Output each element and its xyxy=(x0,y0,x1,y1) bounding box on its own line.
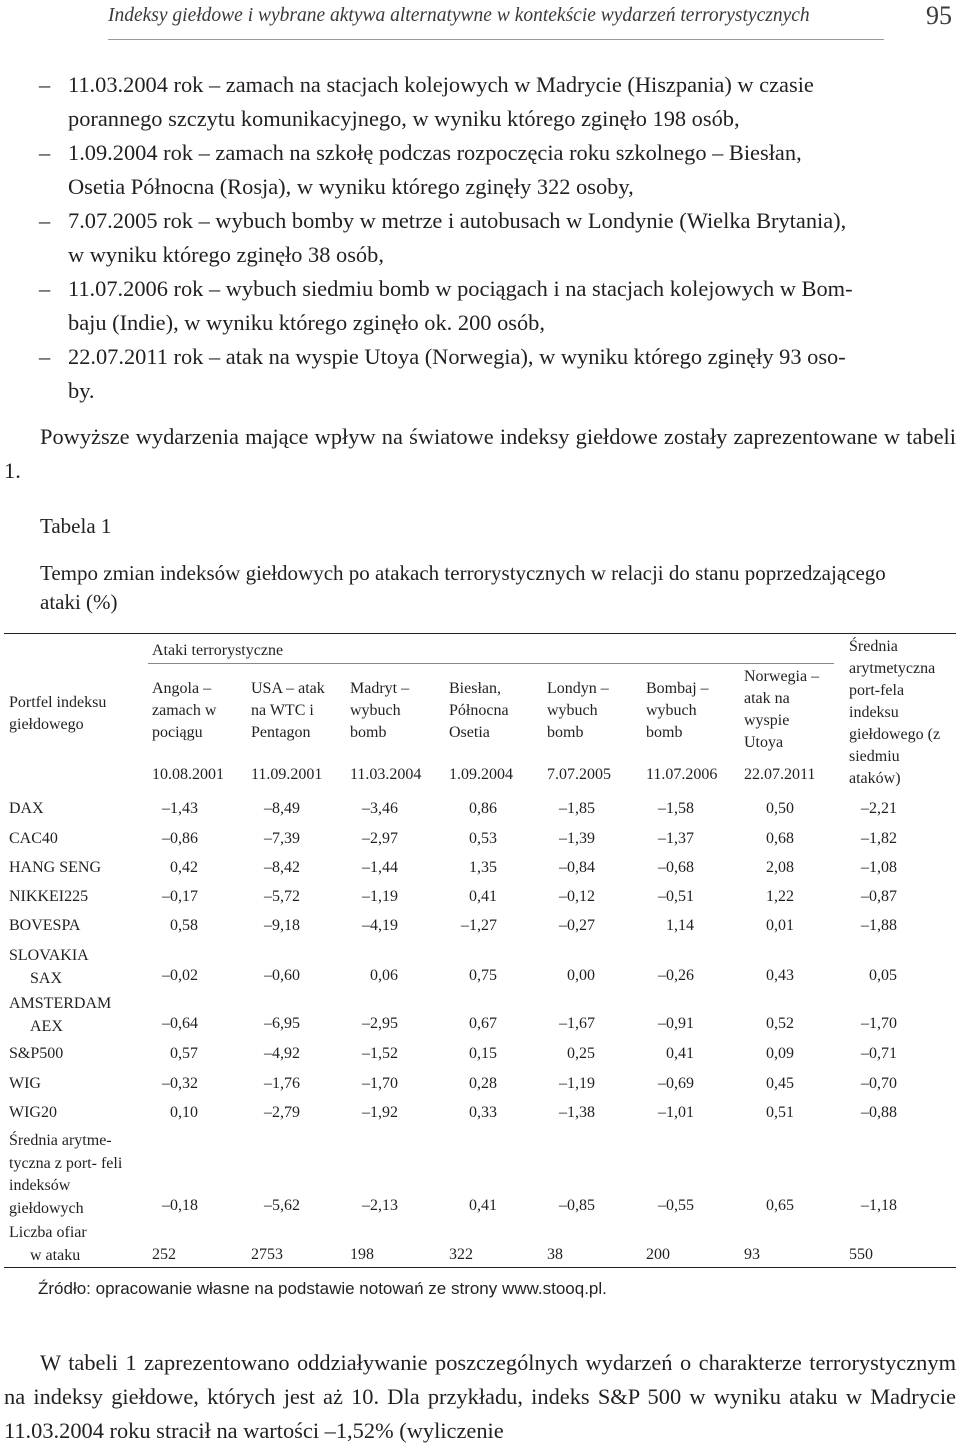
table-cell: –1,38 xyxy=(559,1104,595,1121)
list-dash: – xyxy=(39,208,51,233)
table-cell: –0,51 xyxy=(658,888,694,905)
table-cell: 0,41 xyxy=(666,1045,694,1062)
table-cell: –0,18 xyxy=(162,1197,198,1214)
table-cell: 38 xyxy=(547,1246,563,1263)
row-label: HANG SENG xyxy=(9,859,101,876)
table-cell: –1,43 xyxy=(162,800,198,817)
table-cell: 93 xyxy=(744,1246,760,1263)
table-cell: 0,45 xyxy=(766,1075,794,1092)
table-cell: –7,39 xyxy=(264,830,300,847)
attack-name: Madryt –wybuch bomb xyxy=(350,680,410,741)
list-item-line: porannego szczytu komunikacyjnego, w wyniku którego zginęło 198 osób, xyxy=(68,106,740,131)
list-item-line: 1.09.2004 rok – zamach na szkołę podczas rozpoczęcia roku szkolnego – Biesłan, xyxy=(68,140,802,165)
average-header: Średnia arytmetyczna port-fela indeksu giełdowego (z siedmiu ataków) xyxy=(849,638,941,787)
list-item-line: 11.07.2006 rok – wybuch siedmiu bomb w pociągach i na stacjach kolejowych w Bom- xyxy=(68,276,853,301)
table-cell: 0,52 xyxy=(766,1015,794,1032)
list-item xyxy=(0,136,960,204)
table-cell: 0,75 xyxy=(469,967,497,984)
table-cell: 0,41 xyxy=(469,888,497,905)
table-title: Tempo zmian indeksów giełdowych po atakach terrorystycznych w relacji do stanu poprzedzającego ataki (%) xyxy=(40,561,886,614)
row-label: CAC40 xyxy=(9,830,58,847)
table-cell: 0,68 xyxy=(766,830,794,847)
table-cell: 252 xyxy=(152,1246,176,1263)
intro-paragraph: Powyższe wydarzenia mające wpływ na światowe indeksy giełdowe zostały zaprezentowane w tabeli 1. xyxy=(4,424,956,483)
table-cell: –1,18 xyxy=(861,1197,897,1214)
list-dash: – xyxy=(39,140,51,165)
list-item-line: 7.07.2005 rok – wybuch bomby w metrze i autobusach w Londynie (Wielka Brytania), xyxy=(68,208,847,233)
attack-date: 11.03.2004 xyxy=(350,766,422,783)
table-cell: –1,70 xyxy=(861,1015,897,1032)
table-cell: –0,69 xyxy=(658,1075,694,1092)
row-label: NIKKEI225 xyxy=(9,888,89,905)
list-item-line: 11.03.2004 rok – zamach na stacjach kolejowych w Madrycie (Hiszpania) w czasie xyxy=(68,72,814,97)
table-cell: –0,17 xyxy=(162,888,198,905)
attack-date: 11.07.2006 xyxy=(646,766,718,783)
table-cell: 0,41 xyxy=(469,1197,497,1214)
attack-date: 22.07.2011 xyxy=(744,766,816,783)
portfolio-header: Portfel indeksu giełdowego xyxy=(9,694,107,733)
table-cell: –0,85 xyxy=(559,1197,595,1214)
table-cell: 0,28 xyxy=(469,1075,497,1092)
table-cell: 322 xyxy=(449,1246,473,1263)
attack-date: 1.09.2004 xyxy=(449,766,513,783)
attack-name: Angola – zamach w pociągu xyxy=(152,680,217,741)
table-cell: –0,86 xyxy=(162,830,198,847)
table-cell: –0,64 xyxy=(162,1015,198,1032)
attack-name: Norwegia – atak na wyspie Utoya xyxy=(744,668,820,751)
table-cell: –6,95 xyxy=(264,1015,300,1032)
table-cell: –1,58 xyxy=(658,800,694,817)
table-cell: –5,72 xyxy=(264,888,300,905)
attack-name: USA – atak na WTC i Pentagon xyxy=(251,680,325,741)
table-cell: 0,01 xyxy=(766,917,794,934)
table-cell: 0,51 xyxy=(766,1104,794,1121)
table-cell: –0,27 xyxy=(559,917,595,934)
table-header-bottom-rule xyxy=(4,793,956,794)
table-cell: –1,01 xyxy=(658,1104,694,1121)
table-cell: 0,06 xyxy=(370,967,398,984)
attack-date: 10.08.2001 xyxy=(152,766,224,783)
table-cell: 0,42 xyxy=(170,859,198,876)
table-cell: –1,82 xyxy=(861,830,897,847)
table-cell: 0,65 xyxy=(766,1197,794,1214)
table-label: Tabela 1 xyxy=(40,514,112,538)
table-cell: –1,85 xyxy=(559,800,595,817)
table-cell: 2753 xyxy=(251,1246,283,1263)
row-label: AEX xyxy=(30,1018,63,1035)
attack-name: Bombaj – wybuch bomb xyxy=(646,680,709,741)
table-cell: 0,43 xyxy=(766,967,794,984)
row-label: SLOVAKIA xyxy=(9,947,89,964)
attack-date: 11.09.2001 xyxy=(251,766,323,783)
table-cell: 1,22 xyxy=(766,888,794,905)
table-cell: –1,08 xyxy=(861,859,897,876)
row-label: WIG xyxy=(9,1075,41,1092)
table-cell: –1,76 xyxy=(264,1075,300,1092)
source-note: Źródło: opracowanie własne na podstawie notowań ze strony www.stooq.pl. xyxy=(38,1279,607,1298)
list-dash: – xyxy=(39,276,51,301)
table-cell: 0,67 xyxy=(469,1015,497,1032)
list-item xyxy=(0,272,960,340)
table-cell: 0,86 xyxy=(469,800,497,817)
table-cell: –5,62 xyxy=(264,1197,300,1214)
table-cell: 1,14 xyxy=(666,917,694,934)
table-cell: –0,12 xyxy=(559,888,595,905)
table-cell: –1,52 xyxy=(362,1045,398,1062)
running-title: Indeksy giełdowe i wybrane aktywa alternatywne w kontekście wydarzeń terrorystycznych xyxy=(108,5,810,26)
header-rule xyxy=(108,39,884,40)
table-cell: –0,91 xyxy=(658,1015,694,1032)
table-cell: 0,50 xyxy=(766,800,794,817)
table-cell: –0,88 xyxy=(861,1104,897,1121)
table-cell: –8,42 xyxy=(264,859,300,876)
row-label: w ataku xyxy=(30,1247,81,1264)
row-label: Średnia arytme- tyczna z port- feli indeksów giełdowych xyxy=(9,1132,123,1217)
table-cell: –2,97 xyxy=(362,830,398,847)
table-cell: 0,15 xyxy=(469,1045,497,1062)
table-cell: –4,92 xyxy=(264,1045,300,1062)
table-cell: –1,92 xyxy=(362,1104,398,1121)
list-dash: – xyxy=(39,72,51,97)
table-cell: –4,19 xyxy=(362,917,398,934)
table-cell: –0,87 xyxy=(861,888,897,905)
table-cell: 2,08 xyxy=(766,859,794,876)
table-cell: 0,58 xyxy=(170,917,198,934)
list-item-line: Osetia Północna (Rosja), w wyniku którego zginęły 322 osoby, xyxy=(68,174,634,199)
table-cell: –2,95 xyxy=(362,1015,398,1032)
list-item-line: baju (Indie), w wyniku którego zginęło ok. 200 osób, xyxy=(68,310,545,335)
table-cell: –2,79 xyxy=(264,1104,300,1121)
attack-date: 7.07.2005 xyxy=(547,766,611,783)
table-cell: –8,49 xyxy=(264,800,300,817)
table-cell: 0,53 xyxy=(469,830,497,847)
table-cell: –0,71 xyxy=(861,1045,897,1062)
table-cell: 550 xyxy=(849,1246,873,1263)
attack-name: Londyn – wybuch bomb xyxy=(547,680,609,741)
table-cell: –1,39 xyxy=(559,830,595,847)
table-cell: –1,67 xyxy=(559,1015,595,1032)
table-cell: 200 xyxy=(646,1246,670,1263)
events-list xyxy=(0,68,960,408)
list-item xyxy=(0,340,960,408)
table-cell: 0,05 xyxy=(869,967,897,984)
table-cell: –0,02 xyxy=(162,967,198,984)
row-label: AMSTERDAM xyxy=(9,995,112,1012)
table-cell: 0,00 xyxy=(567,967,595,984)
table-cell: 0,25 xyxy=(567,1045,595,1062)
row-label: SAX xyxy=(30,970,63,987)
table-cell: –0,70 xyxy=(861,1075,897,1092)
row-label: Liczba ofiar xyxy=(9,1224,87,1241)
row-label: S&P500 xyxy=(9,1045,64,1062)
page-number: 95 xyxy=(926,1,952,30)
table-cell: –2,21 xyxy=(861,800,897,817)
table-cell: –0,32 xyxy=(162,1075,198,1092)
table-cell: –1,37 xyxy=(658,830,694,847)
table-cell: –1,19 xyxy=(362,888,398,905)
list-dash: – xyxy=(39,344,51,369)
list-item xyxy=(0,204,960,272)
table-cell: –3,46 xyxy=(362,800,398,817)
table-cell: 0,33 xyxy=(469,1104,497,1121)
group-header: Ataki terrorystyczne xyxy=(152,642,284,659)
list-item xyxy=(0,68,960,136)
list-item-line: w wyniku którego zginęło 38 osób, xyxy=(68,242,384,267)
table-cell: –1,70 xyxy=(362,1075,398,1092)
table-cell: 198 xyxy=(350,1246,374,1263)
table-cell: –9,18 xyxy=(264,917,300,934)
table-cell: 0,09 xyxy=(766,1045,794,1062)
row-label: BOVESPA xyxy=(9,917,81,934)
list-item-line: by. xyxy=(68,378,95,403)
group-header-rule xyxy=(148,663,834,664)
table-cell: –1,27 xyxy=(461,917,497,934)
closing-paragraph: W tabeli 1 zaprezentowano oddziaływanie poszczególnych wydarzeń o charakterze terrorystycznym na indeksy giełdowe, których jest aż 10. Dla przykładu, indeks S&P 500 w wyniku ataku w Madrycie 11.03.2004 roku stracił na wartości –1,52% (wyliczenie xyxy=(4,1350,956,1443)
table-cell: –1,19 xyxy=(559,1075,595,1092)
row-label: WIG20 xyxy=(9,1104,57,1121)
list-item-line: 22.07.2011 rok – atak na wyspie Utoya (Norwegia), w wyniku którego zginęły 93 oso- xyxy=(68,344,846,369)
table-cell: –0,60 xyxy=(264,967,300,984)
table-cell: –1,88 xyxy=(861,917,897,934)
table-cell: –0,55 xyxy=(658,1197,694,1214)
attack-name: Biesłan, Północna Osetia xyxy=(449,680,509,741)
table-cell: –1,44 xyxy=(362,859,398,876)
table-cell: –0,26 xyxy=(658,967,694,984)
table-cell: 1,35 xyxy=(469,859,497,876)
table-cell: 0,57 xyxy=(170,1045,198,1062)
table-cell: 0,10 xyxy=(170,1104,198,1121)
table-cell: –2,13 xyxy=(362,1197,398,1214)
running-header xyxy=(0,0,960,44)
row-label: DAX xyxy=(9,800,44,817)
table-top-rule xyxy=(4,633,956,634)
table-bottom-rule xyxy=(4,1267,956,1268)
table-cell: –0,84 xyxy=(559,859,595,876)
table-cell: –0,68 xyxy=(658,859,694,876)
